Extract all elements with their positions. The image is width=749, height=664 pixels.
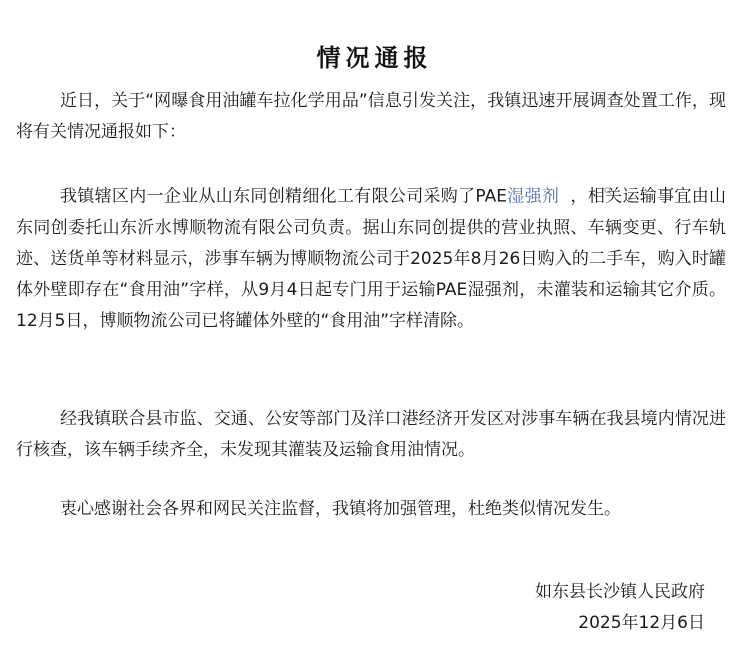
paragraph-verification: 经我镇联合县市监、交通、公安等部门及洋口港经济开发区对涉事车辆在我县境内情况进行核查，该车辆手续齐全，未发现其灌装及运输食用油情况。 bbox=[16, 409, 726, 460]
page-title: 情况通报 bbox=[316, 44, 433, 73]
paragraph-details bbox=[16, 175, 726, 337]
paragraph-intro: 近日，关于“网曝食用油罐车拉化学用品”信息引发关注，我镇迅速开展调查处置工作，现将有关情况通报如下： bbox=[16, 91, 726, 142]
paragraph-details-text-after: ，相关运输事宜由山东同创委托山东沂水博顺物流有限公司负责。据山东同创提供的营业执照、车辆变更、行车轨迹、送货单等材料显示，涉事车辆为博顺物流公司于2025年8月26日购入的二手车，购入时罐体外壁即存在“食用油”字样，从9月4日起专门用于运输PAE湿强剂，未灌装和运输其它介质。12月5日，博顺物流公司已将罐体外壁的“食用油”字样清除。 bbox=[16, 186, 727, 331]
signature-block bbox=[535, 577, 705, 639]
signature-date: 2025年12月6日 bbox=[578, 613, 705, 633]
paragraph-thanks: 衷心感谢社会各界和网民关注监督，我镇将加强管理，杜绝类似情况发生。 bbox=[60, 499, 621, 519]
signature-organization: 如东县长沙镇人民政府 bbox=[535, 582, 705, 602]
search-link-keyword[interactable]: 湿强剂 bbox=[506, 186, 560, 207]
paragraph-details-text-before: 我镇辖区内一企业从山东同创精细化工有限公司采购了PAE bbox=[60, 186, 507, 207]
search-icon[interactable] bbox=[560, 175, 568, 183]
